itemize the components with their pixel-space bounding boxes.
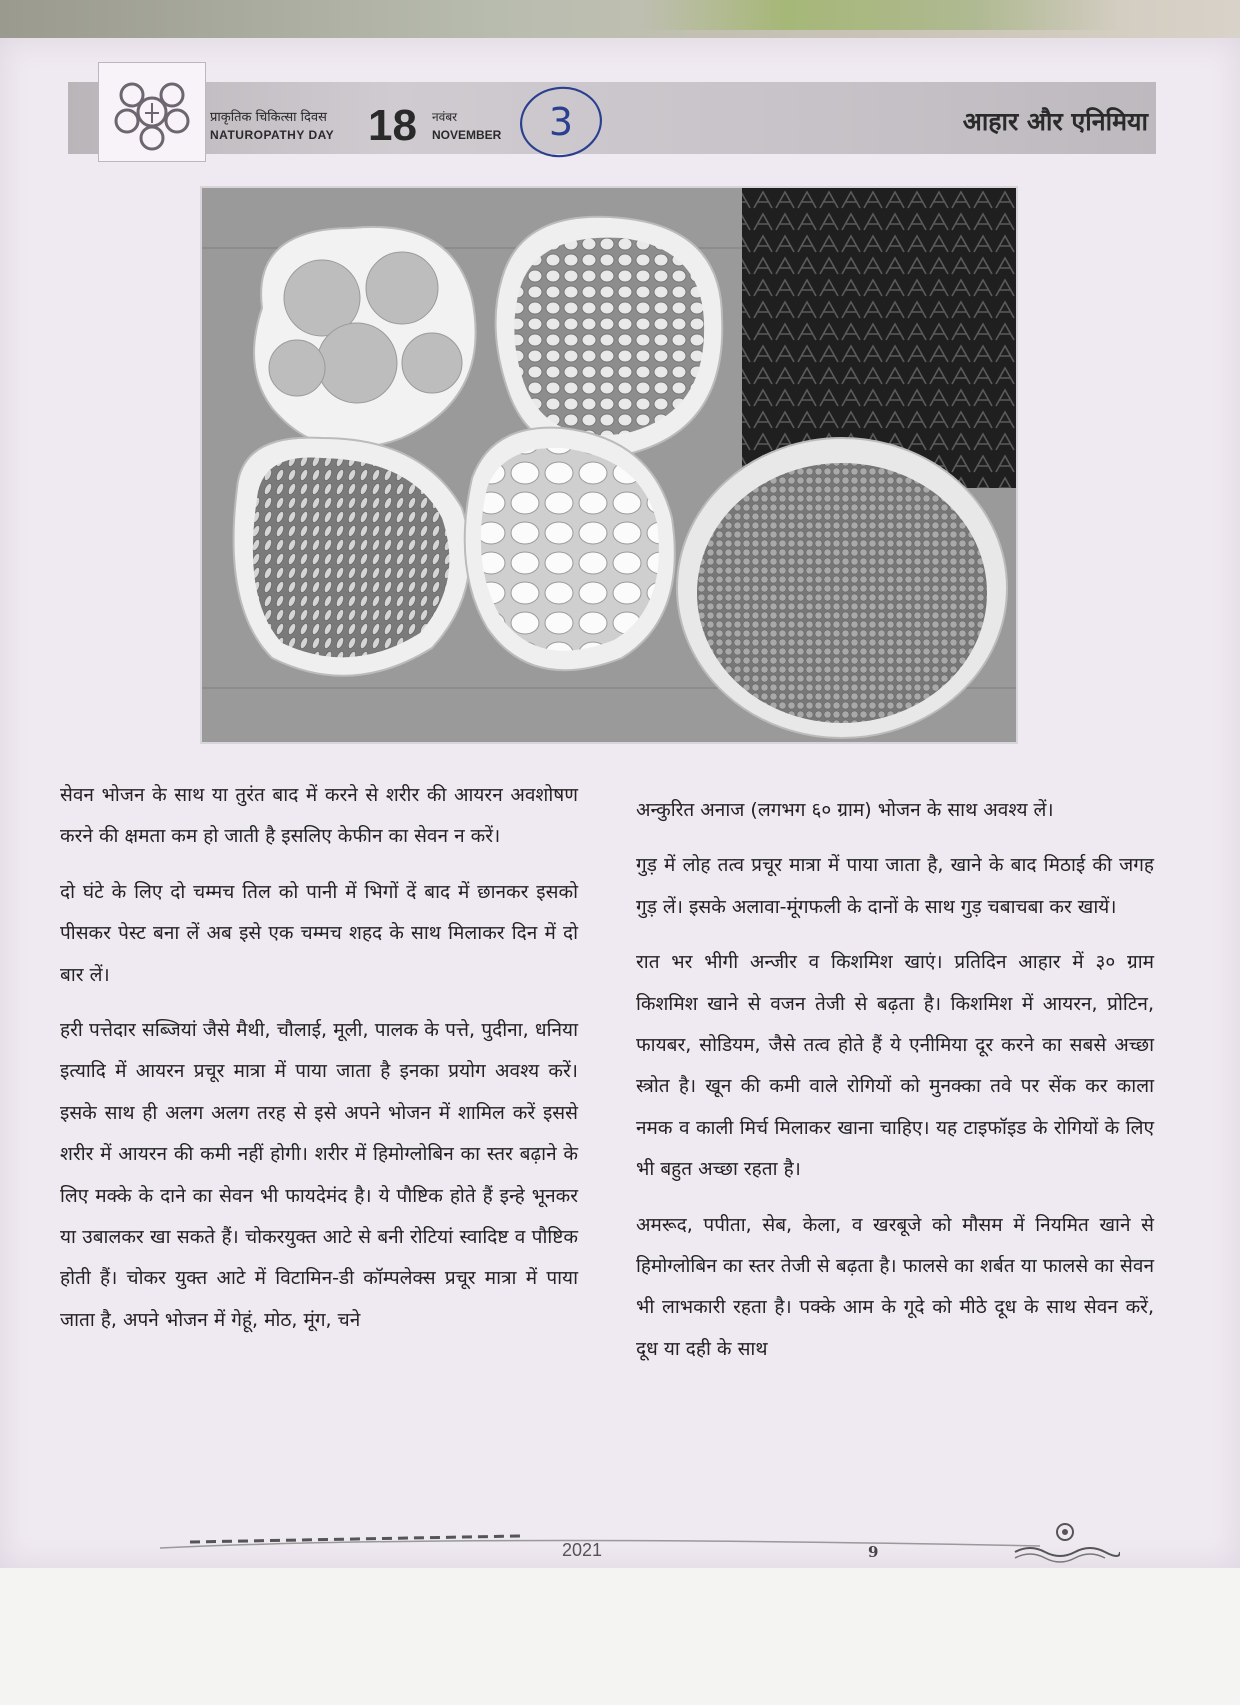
background-foliage <box>640 0 1120 30</box>
naturopathy-logo <box>98 62 206 162</box>
naturopathy-day-hindi: प्राकृतिक चिकित्सा दिवस <box>210 110 327 125</box>
date-number: 18 <box>368 101 417 150</box>
paragraph: हरी पत्तेदार सब्जियां जैसे मैथी, चौलाई, मूली, पालक के पत्ते, पुदीना, धनिया इत्यादि में आयरन प्रचूर मात्रा में पाया जाता है इनका प्रयोग अवश्य करें। इसके साथ ही अलग अलग तरह से इसे अपने भोजन में शामिल करें इससे शरीर में आयरन की कमी नहीं होगी। शरीर में हिमोग्लोबिन का स्तर बढ़ाने के लिए मक्के के दाने का सेवन भी फायदेमंद है। ये पौष्टिक होते हैं इन्हे भूनकर या उबालकर खा सकते हैं। चोकरयुक्त आटे से बनी रोटियां स्वादिष्ट व पौष्टिक होती हैं। चोकर युक्त आटे में विटामिन-डी कॉम्पलेक्स प्रचूर मात्रा में पाया जाता है, अपने भोजन में गेहूं, मोठ, मूंग, चने <box>60 1019 578 1331</box>
page-number: 9 <box>868 1543 879 1561</box>
paragraph: अन्कुरित अनाज (लगभग ६० ग्राम) भोजन के साथ अवश्य लें। <box>636 799 1054 821</box>
naturopathy-day-english: NATUROPATHY DAY <box>210 128 335 142</box>
paragraph: रात भर भीगी अन्जीर व किशमिश खाएं। प्रतिदिन आहार में ३० ग्राम किशमिश खाने से वजन तेजी से बढ़ता है। किशमिश में आयरन, प्रोटिन, फायबर, सोडियम, जैसे तत्व होते हैं ये एनीमिया दूर करने का सबसे अच्छा स्त्रोत है। खून की कमी वाले रोगियों को मुनक्का तवे पर सेंक कर काला नमक व काली मिर्च मिलाकर खाना चाहिए। यह टाइफॉइड के रोगियों के लिए भी बहुत अच्छा रहता है। <box>636 951 1154 1181</box>
footer-emblem-icon <box>1010 1518 1120 1566</box>
paragraph: गुड़ में लोह तत्व प्रचूर मात्रा में पाया जाता है, खाने के बाद मिठाई की जगह गुड़ लें। इसके अलावा-मूंगफली के दानों के साथ गुड़ चबाचबा कर खायें। <box>636 854 1154 918</box>
paragraph: सेवन भोजन के साथ या तुरंत बाद में करने से शरीर की आयरन अवशोषण करने की क्षमता कम हो जाती है इसलिए केफीन का सेवन न करें। <box>60 784 578 848</box>
page-bottom-area <box>0 1568 1240 1705</box>
month-hindi: नवंबर <box>432 110 458 124</box>
paragraph: दो घंटे के लिए दो चम्मच तिल को पानी में भिगों दें बाद में छानकर इसको पीसकर पेस्ट बना लें अब इसे एक चम्मच शहद के साथ मिलाकर दिन में दो बार लें। <box>60 880 578 986</box>
handwritten-page-mark <box>516 82 606 162</box>
background-strip <box>0 0 1240 38</box>
food-bowls-photo <box>200 186 1018 744</box>
article-column-right <box>636 790 1154 1384</box>
page-mark-text: 3 <box>548 100 574 144</box>
article-column-left <box>60 775 578 1355</box>
footer-year: 2021 <box>562 1540 603 1560</box>
paragraph: अमरूद, पपीता, सेब, केला, व खरबूजे को मौसम में नियमित खाने से हिमोग्लोबिन का स्तर तेजी से बढ़ता है। फालसे का शर्बत या फालसे का सेवन भी लाभकारी रहता है। पक्के आम के गूदे को मीठे दूध के साथ सेवन करें, दूध या दही के साथ <box>636 1213 1154 1360</box>
article-title: आहार और एनिमिया <box>962 107 1148 136</box>
month-english: NOVEMBER <box>432 128 502 142</box>
